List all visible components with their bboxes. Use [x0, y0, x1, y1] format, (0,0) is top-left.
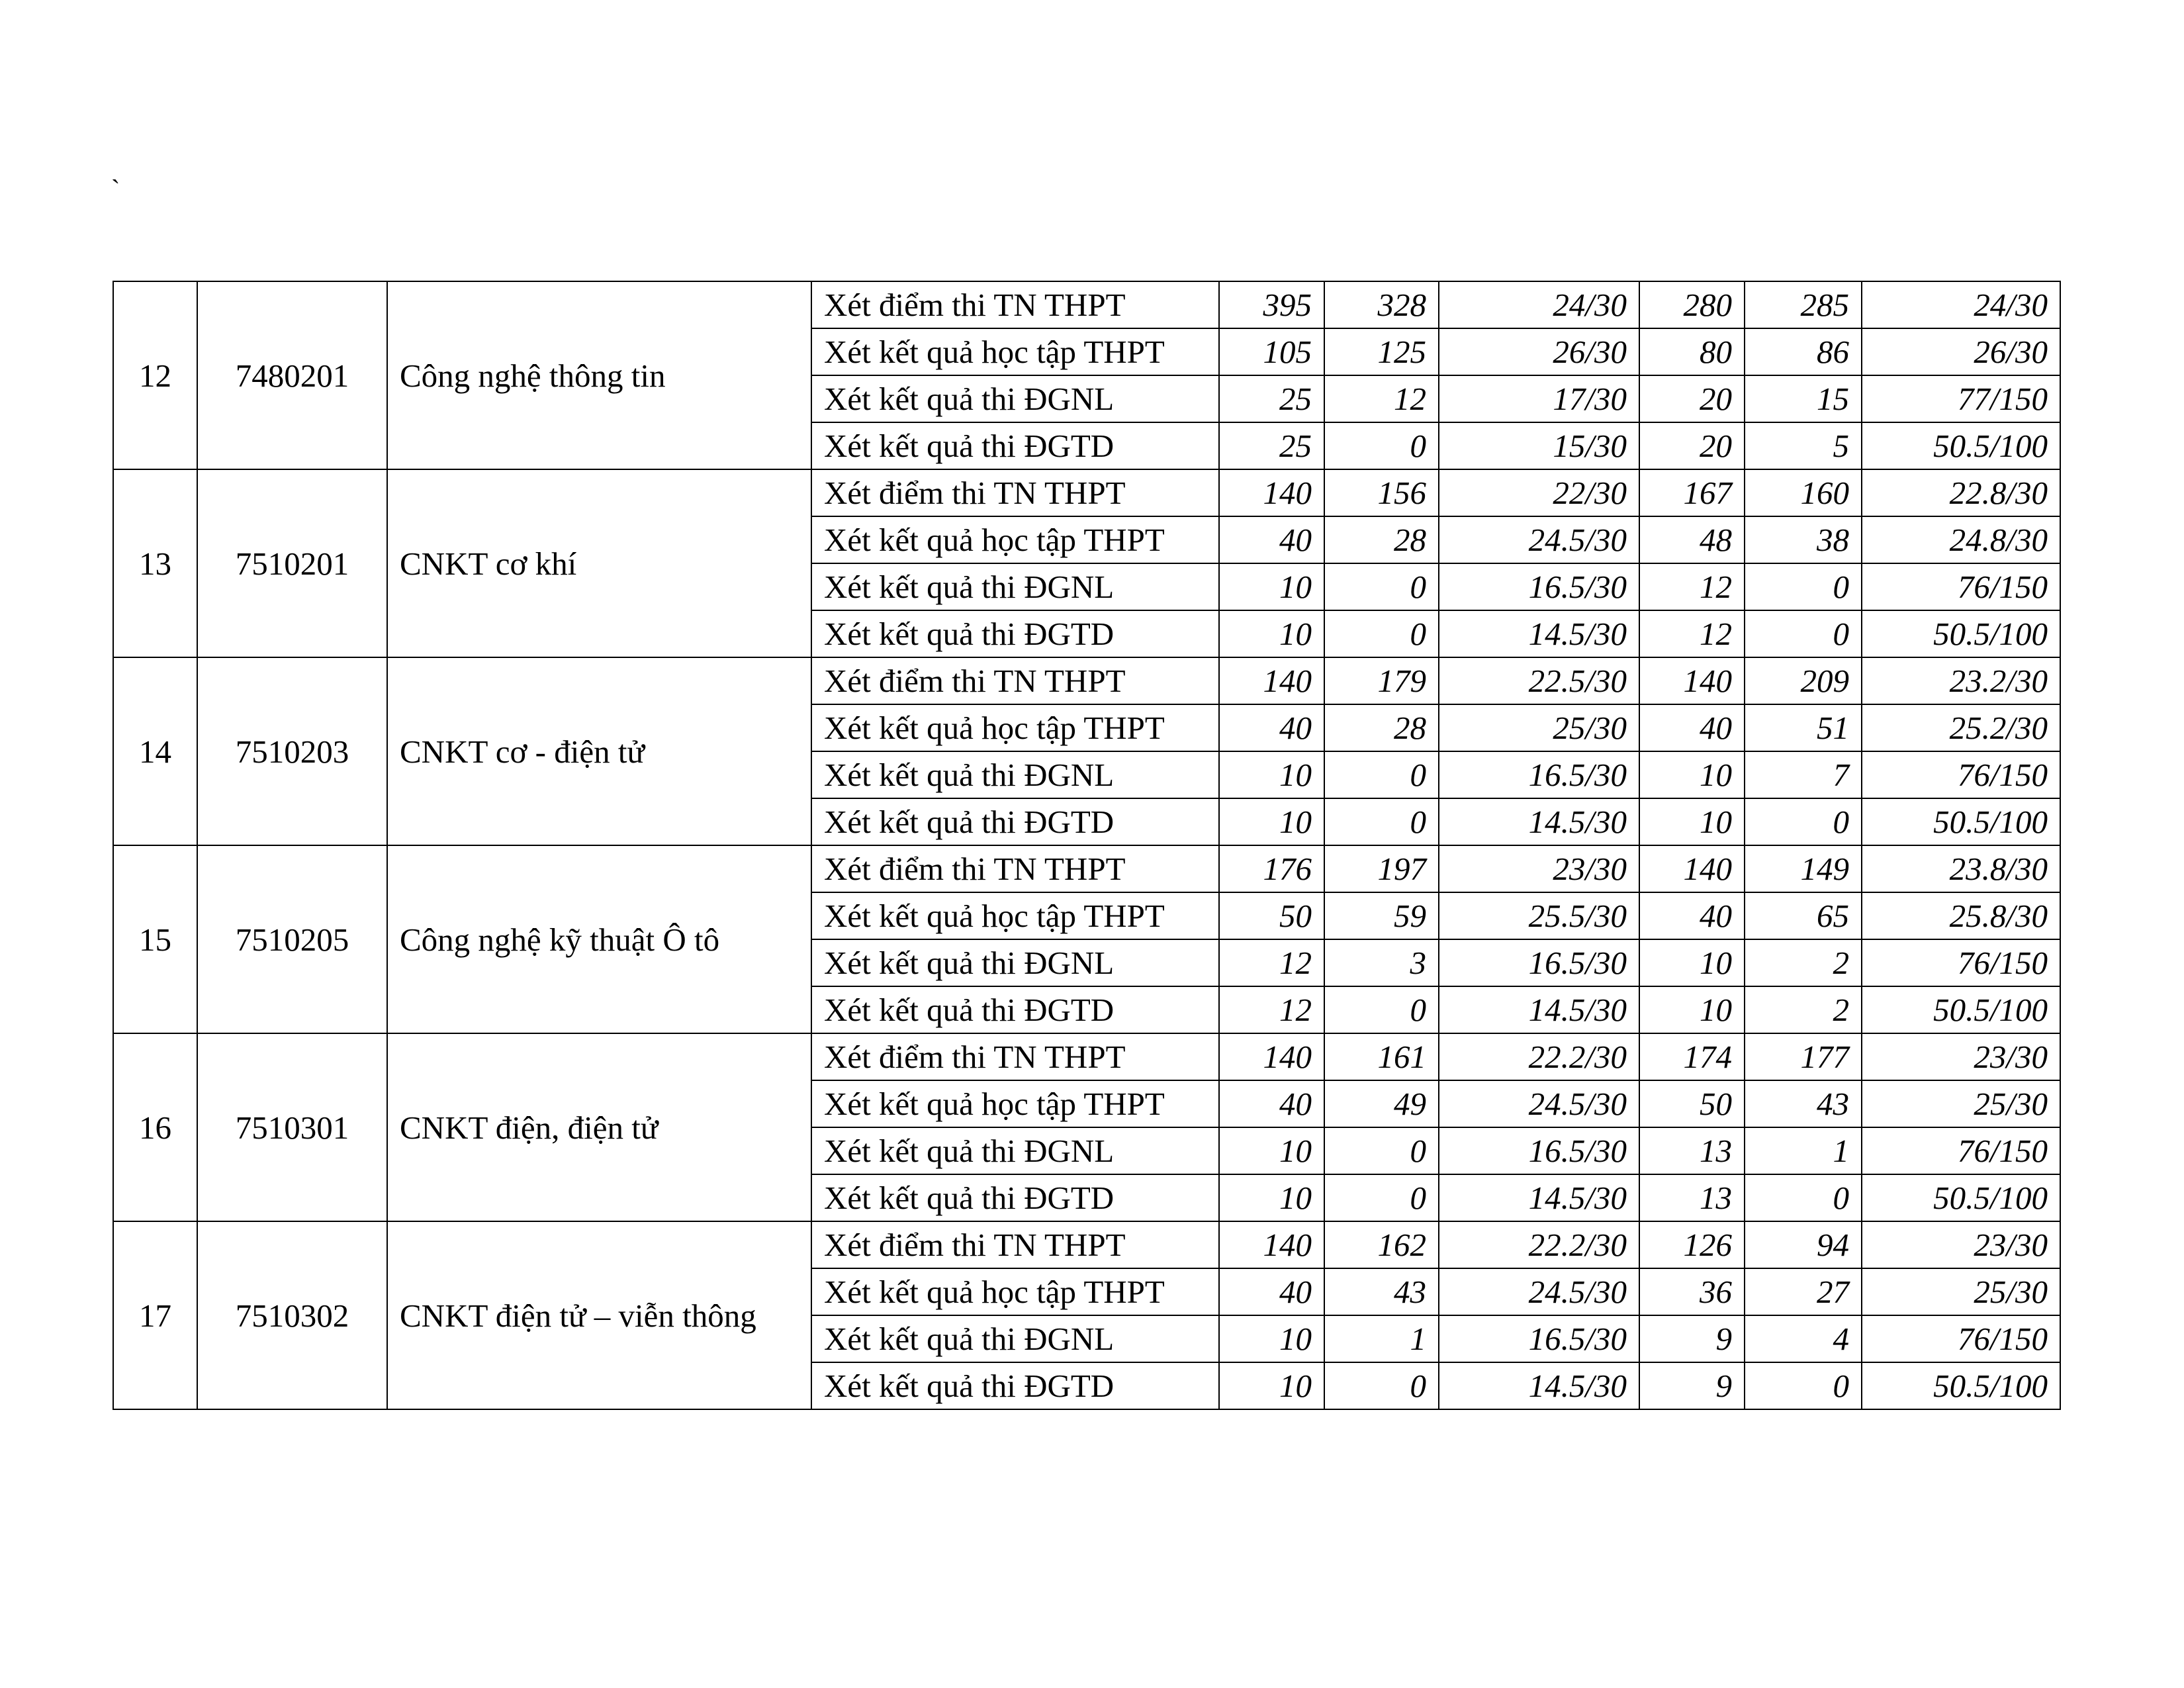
value-cell-c4: 20 — [1639, 375, 1745, 422]
value-cell-c5: 2 — [1745, 939, 1862, 986]
value-cell-c5: 177 — [1745, 1033, 1862, 1080]
value-cell-c2: 0 — [1324, 563, 1439, 610]
admission-method-cell: Xét kết quả học tập THPT — [811, 328, 1219, 375]
value-cell-c3: 22.2/30 — [1439, 1221, 1639, 1268]
value-cell-c6: 26/30 — [1862, 328, 2060, 375]
value-cell-c5: 0 — [1745, 798, 1862, 845]
admission-method-cell: Xét điểm thi TN THPT — [811, 469, 1219, 516]
value-cell-c5: 0 — [1745, 1174, 1862, 1221]
admission-method-cell: Xét điểm thi TN THPT — [811, 657, 1219, 704]
value-cell-c1: 25 — [1219, 422, 1324, 469]
value-cell-c3: 16.5/30 — [1439, 563, 1639, 610]
value-cell-c3: 23/30 — [1439, 845, 1639, 892]
value-cell-c4: 140 — [1639, 657, 1745, 704]
value-cell-c2: 162 — [1324, 1221, 1439, 1268]
value-cell-c1: 10 — [1219, 1127, 1324, 1174]
value-cell-c3: 22.2/30 — [1439, 1033, 1639, 1080]
table-body — [113, 281, 2060, 1409]
major-code-cell: 7480201 — [197, 281, 387, 469]
value-cell-c5: 149 — [1745, 845, 1862, 892]
value-cell-c2: 161 — [1324, 1033, 1439, 1080]
value-cell-c5: 7 — [1745, 751, 1862, 798]
value-cell-c5: 160 — [1745, 469, 1862, 516]
value-cell-c1: 10 — [1219, 1362, 1324, 1409]
admission-method-cell: Xét kết quả thi ĐGTD — [811, 798, 1219, 845]
value-cell-c4: 280 — [1639, 281, 1745, 328]
value-cell-c5: 51 — [1745, 704, 1862, 751]
value-cell-c3: 24.5/30 — [1439, 1268, 1639, 1315]
value-cell-c1: 10 — [1219, 563, 1324, 610]
admission-method-cell: Xét kết quả học tập THPT — [811, 1268, 1219, 1315]
value-cell-c2: 49 — [1324, 1080, 1439, 1127]
major-code-cell: 7510301 — [197, 1033, 387, 1221]
value-cell-c6: 76/150 — [1862, 563, 2060, 610]
admission-method-cell: Xét kết quả thi ĐGTD — [811, 1362, 1219, 1409]
value-cell-c6: 23.8/30 — [1862, 845, 2060, 892]
value-cell-c3: 17/30 — [1439, 375, 1639, 422]
value-cell-c1: 10 — [1219, 751, 1324, 798]
value-cell-c4: 40 — [1639, 892, 1745, 939]
major-name-cell: CNKT điện tử – viễn thông — [387, 1221, 811, 1409]
value-cell-c3: 15/30 — [1439, 422, 1639, 469]
value-cell-c6: 24/30 — [1862, 281, 2060, 328]
value-cell-c3: 24/30 — [1439, 281, 1639, 328]
value-cell-c1: 12 — [1219, 939, 1324, 986]
value-cell-c3: 16.5/30 — [1439, 939, 1639, 986]
admission-method-cell: Xét kết quả học tập THPT — [811, 704, 1219, 751]
admission-method-cell: Xét kết quả thi ĐGNL — [811, 939, 1219, 986]
value-cell-c3: 14.5/30 — [1439, 1174, 1639, 1221]
value-cell-c3: 14.5/30 — [1439, 986, 1639, 1033]
value-cell-c1: 40 — [1219, 1080, 1324, 1127]
value-cell-c4: 167 — [1639, 469, 1745, 516]
admission-method-cell: Xét kết quả thi ĐGTD — [811, 1174, 1219, 1221]
value-cell-c2: 0 — [1324, 986, 1439, 1033]
admission-method-cell: Xét kết quả thi ĐGNL — [811, 1127, 1219, 1174]
value-cell-c2: 28 — [1324, 704, 1439, 751]
major-code-cell: 7510203 — [197, 657, 387, 845]
value-cell-c6: 50.5/100 — [1862, 986, 2060, 1033]
value-cell-c6: 76/150 — [1862, 1315, 2060, 1362]
value-cell-c6: 76/150 — [1862, 939, 2060, 986]
value-cell-c4: 12 — [1639, 610, 1745, 657]
value-cell-c6: 25.2/30 — [1862, 704, 2060, 751]
admission-method-cell: Xét kết quả thi ĐGNL — [811, 563, 1219, 610]
value-cell-c5: 0 — [1745, 563, 1862, 610]
value-cell-c1: 40 — [1219, 1268, 1324, 1315]
row-number-cell: 16 — [113, 1033, 197, 1221]
value-cell-c4: 48 — [1639, 516, 1745, 563]
value-cell-c3: 16.5/30 — [1439, 1127, 1639, 1174]
value-cell-c1: 140 — [1219, 1221, 1324, 1268]
value-cell-c3: 26/30 — [1439, 328, 1639, 375]
major-code-cell: 7510201 — [197, 469, 387, 657]
value-cell-c6: 22.8/30 — [1862, 469, 2060, 516]
value-cell-c3: 22/30 — [1439, 469, 1639, 516]
value-cell-c3: 22.5/30 — [1439, 657, 1639, 704]
admission-method-cell: Xét kết quả thi ĐGTD — [811, 422, 1219, 469]
row-number-cell: 15 — [113, 845, 197, 1033]
value-cell-c6: 76/150 — [1862, 751, 2060, 798]
admission-method-cell: Xét kết quả học tập THPT — [811, 1080, 1219, 1127]
value-cell-c2: 0 — [1324, 610, 1439, 657]
value-cell-c3: 16.5/30 — [1439, 751, 1639, 798]
value-cell-c1: 40 — [1219, 704, 1324, 751]
value-cell-c5: 5 — [1745, 422, 1862, 469]
value-cell-c4: 10 — [1639, 751, 1745, 798]
value-cell-c3: 14.5/30 — [1439, 1362, 1639, 1409]
admission-method-cell: Xét kết quả thi ĐGNL — [811, 751, 1219, 798]
admission-method-cell: Xét điểm thi TN THPT — [811, 845, 1219, 892]
admissions-table — [113, 281, 2061, 1410]
value-cell-c5: 94 — [1745, 1221, 1862, 1268]
value-cell-c3: 24.5/30 — [1439, 1080, 1639, 1127]
value-cell-c5: 285 — [1745, 281, 1862, 328]
value-cell-c3: 24.5/30 — [1439, 516, 1639, 563]
admission-method-cell: Xét điểm thi TN THPT — [811, 1221, 1219, 1268]
value-cell-c3: 16.5/30 — [1439, 1315, 1639, 1362]
row-number-cell: 12 — [113, 281, 197, 469]
value-cell-c1: 176 — [1219, 845, 1324, 892]
value-cell-c6: 50.5/100 — [1862, 1174, 2060, 1221]
value-cell-c6: 24.8/30 — [1862, 516, 2060, 563]
value-cell-c6: 23/30 — [1862, 1033, 2060, 1080]
value-cell-c1: 10 — [1219, 1315, 1324, 1362]
admission-method-cell: Xét kết quả thi ĐGNL — [811, 375, 1219, 422]
value-cell-c4: 174 — [1639, 1033, 1745, 1080]
value-cell-c2: 59 — [1324, 892, 1439, 939]
table-row — [113, 281, 2060, 328]
value-cell-c1: 50 — [1219, 892, 1324, 939]
value-cell-c1: 25 — [1219, 375, 1324, 422]
value-cell-c5: 0 — [1745, 610, 1862, 657]
value-cell-c6: 25/30 — [1862, 1080, 2060, 1127]
value-cell-c6: 25.8/30 — [1862, 892, 2060, 939]
value-cell-c3: 25/30 — [1439, 704, 1639, 751]
major-name-cell: Công nghệ thông tin — [387, 281, 811, 469]
value-cell-c1: 10 — [1219, 610, 1324, 657]
value-cell-c6: 77/150 — [1862, 375, 2060, 422]
value-cell-c1: 40 — [1219, 516, 1324, 563]
value-cell-c2: 179 — [1324, 657, 1439, 704]
value-cell-c4: 13 — [1639, 1174, 1745, 1221]
value-cell-c6: 25/30 — [1862, 1268, 2060, 1315]
value-cell-c2: 0 — [1324, 751, 1439, 798]
value-cell-c4: 50 — [1639, 1080, 1745, 1127]
value-cell-c2: 328 — [1324, 281, 1439, 328]
value-cell-c4: 40 — [1639, 704, 1745, 751]
value-cell-c1: 105 — [1219, 328, 1324, 375]
value-cell-c5: 27 — [1745, 1268, 1862, 1315]
value-cell-c4: 10 — [1639, 986, 1745, 1033]
value-cell-c4: 140 — [1639, 845, 1745, 892]
major-name-cell: Công nghệ kỹ thuật Ô tô — [387, 845, 811, 1033]
value-cell-c2: 197 — [1324, 845, 1439, 892]
table-row — [113, 845, 2060, 892]
value-cell-c2: 0 — [1324, 1362, 1439, 1409]
value-cell-c6: 23.2/30 — [1862, 657, 2060, 704]
value-cell-c1: 10 — [1219, 798, 1324, 845]
value-cell-c4: 9 — [1639, 1362, 1745, 1409]
value-cell-c5: 2 — [1745, 986, 1862, 1033]
value-cell-c2: 28 — [1324, 516, 1439, 563]
value-cell-c1: 140 — [1219, 657, 1324, 704]
value-cell-c2: 125 — [1324, 328, 1439, 375]
value-cell-c2: 0 — [1324, 1174, 1439, 1221]
value-cell-c6: 50.5/100 — [1862, 798, 2060, 845]
value-cell-c5: 65 — [1745, 892, 1862, 939]
row-number-cell: 17 — [113, 1221, 197, 1409]
value-cell-c6: 50.5/100 — [1862, 1362, 2060, 1409]
value-cell-c2: 0 — [1324, 1127, 1439, 1174]
value-cell-c5: 0 — [1745, 1362, 1862, 1409]
table-row — [113, 469, 2060, 516]
table-row — [113, 1221, 2060, 1268]
stray-backtick-mark: ` — [111, 174, 120, 204]
major-code-cell: 7510205 — [197, 845, 387, 1033]
value-cell-c1: 395 — [1219, 281, 1324, 328]
value-cell-c2: 3 — [1324, 939, 1439, 986]
admission-method-cell: Xét kết quả thi ĐGNL — [811, 1315, 1219, 1362]
value-cell-c6: 23/30 — [1862, 1221, 2060, 1268]
admission-method-cell: Xét kết quả thi ĐGTD — [811, 610, 1219, 657]
value-cell-c3: 14.5/30 — [1439, 798, 1639, 845]
admission-method-cell: Xét điểm thi TN THPT — [811, 281, 1219, 328]
value-cell-c5: 4 — [1745, 1315, 1862, 1362]
value-cell-c4: 10 — [1639, 798, 1745, 845]
value-cell-c2: 156 — [1324, 469, 1439, 516]
value-cell-c4: 36 — [1639, 1268, 1745, 1315]
value-cell-c5: 1 — [1745, 1127, 1862, 1174]
value-cell-c2: 43 — [1324, 1268, 1439, 1315]
value-cell-c4: 20 — [1639, 422, 1745, 469]
row-number-cell: 14 — [113, 657, 197, 845]
value-cell-c6: 50.5/100 — [1862, 610, 2060, 657]
value-cell-c1: 140 — [1219, 1033, 1324, 1080]
value-cell-c5: 209 — [1745, 657, 1862, 704]
major-name-cell: CNKT điện, điện tử — [387, 1033, 811, 1221]
major-name-cell: CNKT cơ - điện tử — [387, 657, 811, 845]
value-cell-c6: 50.5/100 — [1862, 422, 2060, 469]
value-cell-c1: 10 — [1219, 1174, 1324, 1221]
value-cell-c6: 76/150 — [1862, 1127, 2060, 1174]
value-cell-c4: 10 — [1639, 939, 1745, 986]
value-cell-c4: 13 — [1639, 1127, 1745, 1174]
admission-method-cell: Xét kết quả học tập THPT — [811, 516, 1219, 563]
table-row — [113, 657, 2060, 704]
value-cell-c2: 1 — [1324, 1315, 1439, 1362]
major-name-cell: CNKT cơ khí — [387, 469, 811, 657]
major-code-cell: 7510302 — [197, 1221, 387, 1409]
value-cell-c4: 80 — [1639, 328, 1745, 375]
value-cell-c3: 14.5/30 — [1439, 610, 1639, 657]
value-cell-c5: 86 — [1745, 328, 1862, 375]
value-cell-c4: 126 — [1639, 1221, 1745, 1268]
admission-method-cell: Xét kết quả thi ĐGTD — [811, 986, 1219, 1033]
value-cell-c5: 15 — [1745, 375, 1862, 422]
value-cell-c1: 12 — [1219, 986, 1324, 1033]
value-cell-c2: 0 — [1324, 422, 1439, 469]
admission-method-cell: Xét điểm thi TN THPT — [811, 1033, 1219, 1080]
table-row — [113, 1033, 2060, 1080]
value-cell-c2: 12 — [1324, 375, 1439, 422]
value-cell-c1: 140 — [1219, 469, 1324, 516]
value-cell-c2: 0 — [1324, 798, 1439, 845]
row-number-cell: 13 — [113, 469, 197, 657]
value-cell-c4: 12 — [1639, 563, 1745, 610]
admission-method-cell: Xét kết quả học tập THPT — [811, 892, 1219, 939]
value-cell-c3: 25.5/30 — [1439, 892, 1639, 939]
value-cell-c5: 38 — [1745, 516, 1862, 563]
value-cell-c4: 9 — [1639, 1315, 1745, 1362]
value-cell-c5: 43 — [1745, 1080, 1862, 1127]
